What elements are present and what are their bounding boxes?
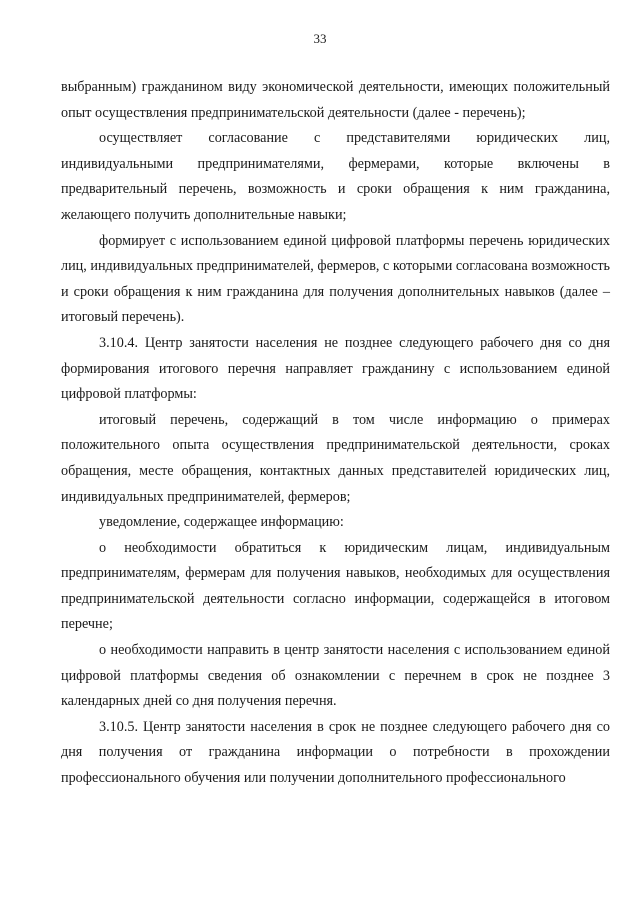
paragraph-continuation: выбранным) гражданином виду экономической деятельности, имеющих положительный опыт осуществления предпринимательской деятельности (далее - перечень);: [61, 79, 610, 121]
paragraph-need-to-send-info: о необходимости направить в центр занятости населения с использованием единой цифровой платформы сведения об ознакомлении с перечнем в срок не позднее 3 календарных дней со дня получения перечня.: [61, 642, 610, 710]
page-number: 33: [313, 31, 327, 46]
paragraph-3-10-5: 3.10.5. Центр занятости населения в срок не позднее следующего рабочего дня со дня получения от гражданина информации о потребности в прохождении профессионального обучения или получении дополнительного профессионального: [61, 718, 610, 787]
paragraph-final-list-formation: формирует с использованием единой цифровой платформы перечень юридических лиц, индивидуальных предпринимателей, фермеров, с которыми согласована возможность и сроки обращения к ним гражданина для получения дополнительных навыков (далее – итоговый перечень).: [61, 232, 610, 326]
paragraph-notification: уведомление, содержащее информацию:: [99, 514, 344, 531]
paragraph-3-10-4: 3.10.4. Центр занятости населения не позднее следующего рабочего дня со дня формирования итогового перечня направляет гражданину с использованием единой цифровой платформы:: [61, 334, 610, 403]
document-body: [61, 75, 610, 792]
paragraph-need-to-contact: о необходимости обратиться к юридическим лицам, индивидуальным предпринимателям, фермерам для получения навыков, необходимых для осуществления предпринимательской деятельности согласно информации, содержащейся в итоговом перечне;: [61, 539, 610, 633]
paragraph-final-list-content: итоговый перечень, содержащий в том числе информацию о примерах положительного опыта осуществления предпринимательской деятельности, сроках обращения, месте обращения, контактных данных представителей юридических лиц, индивидуальных предпринимателей, фермеров;: [61, 411, 610, 505]
paragraph-coordination: осуществляет согласование с представителями юридических лиц, индивидуальными предпринимателями, фермерами, которые включены в предварительный перечень, возможность и сроки обращения к ним гражданина, желающего получить дополнительные навыки;: [61, 130, 610, 223]
